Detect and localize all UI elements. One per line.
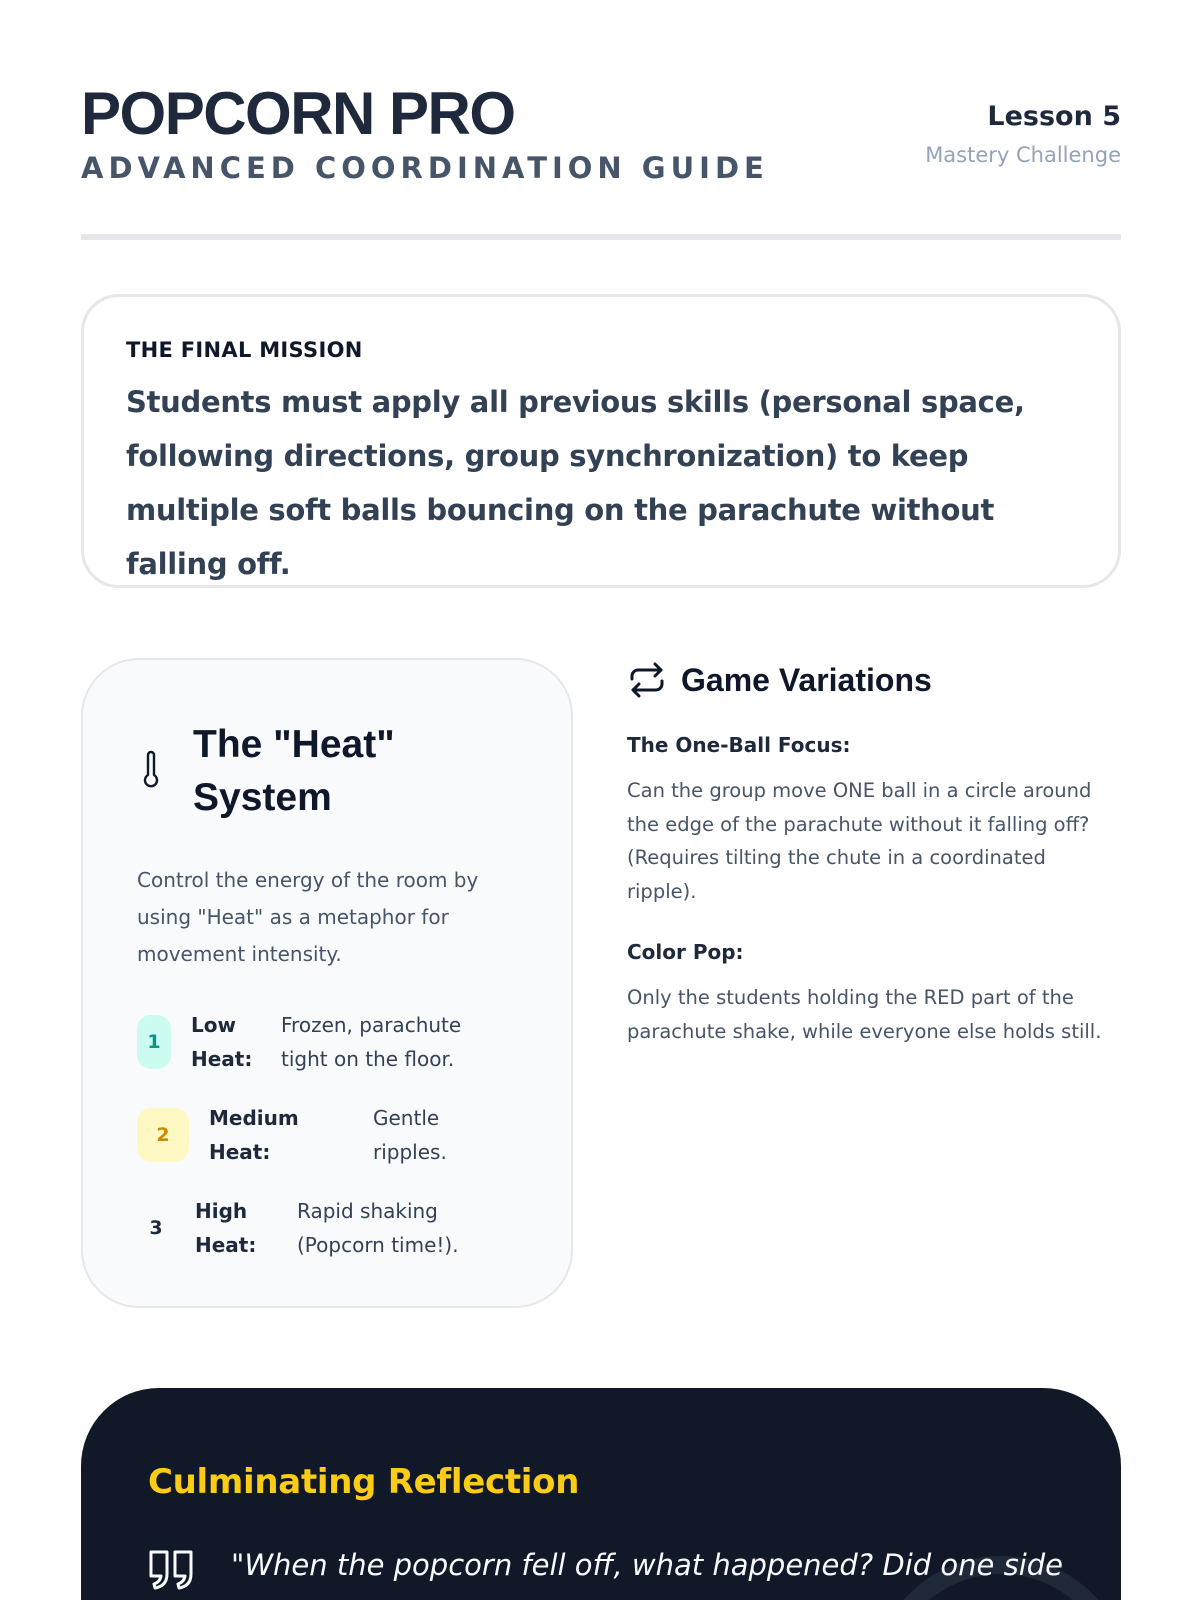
repeat-icon — [627, 660, 667, 700]
heat-level-high — [137, 1194, 497, 1262]
variations-title: Game Variations — [681, 662, 932, 698]
page-header — [81, 80, 1121, 240]
level-badge: 1 — [137, 1015, 171, 1069]
lesson-number: Lesson 5 — [987, 101, 1121, 132]
lesson-subtitle: Mastery Challenge — [925, 143, 1121, 167]
level-badge: 3 — [149, 1217, 163, 1239]
variation-item — [627, 937, 1121, 1048]
variation-name: The One-Ball Focus: — [627, 733, 851, 757]
heat-level-low — [137, 1008, 491, 1076]
level-name: Low Heat: — [191, 1013, 253, 1071]
variation-text: Only the students holding the RED part of the parachute shake, while everyone else holds still. — [627, 986, 1102, 1043]
variation-name: Color Pop: — [627, 940, 744, 964]
heat-level-medium — [137, 1101, 473, 1169]
reflection-quote: "When the popcorn fell off, what happened? Did one side — [231, 1548, 1064, 1582]
mission-card — [81, 294, 1121, 588]
heat-system-title: The "Heat" System — [193, 723, 395, 819]
reflection-panel — [81, 1388, 1121, 1600]
level-badge: 2 — [137, 1108, 189, 1162]
heat-system-description: Control the energy of the room by using "Heat" as a metaphor for movement intensity. — [137, 868, 479, 966]
variation-item — [627, 730, 1121, 908]
lesson-info — [925, 100, 1121, 170]
level-name: Medium Heat: — [209, 1106, 299, 1164]
mission-label: THE FINAL MISSION — [126, 338, 363, 362]
level-detail: Rapid shaking (Popcorn time!). — [297, 1199, 459, 1257]
heat-system-card — [81, 658, 573, 1308]
header-divider — [81, 234, 1121, 240]
reflection-title: Culminating Reflection — [148, 1462, 580, 1502]
level-detail: Gentle ripples. — [373, 1106, 447, 1164]
level-detail: Frozen, parachute tight on the floor. — [281, 1013, 462, 1071]
thermometer-icon — [139, 750, 163, 790]
level-name: High Heat: — [195, 1199, 257, 1257]
mission-text: Students must apply all previous skills (personal space, following directions, group synchronization) to keep multiple soft balls bouncing on the parachute without falling off. — [126, 385, 1025, 581]
variation-text: Can the group move ONE ball in a circle around the edge of the parachute without it falling off? (Requires tilting the chute in a coordinated ripple). — [627, 779, 1092, 903]
quote-icon — [148, 1548, 196, 1592]
page-title: POPCORN PRO — [81, 80, 515, 147]
page-subtitle: ADVANCED COORDINATION GUIDE — [81, 151, 769, 185]
